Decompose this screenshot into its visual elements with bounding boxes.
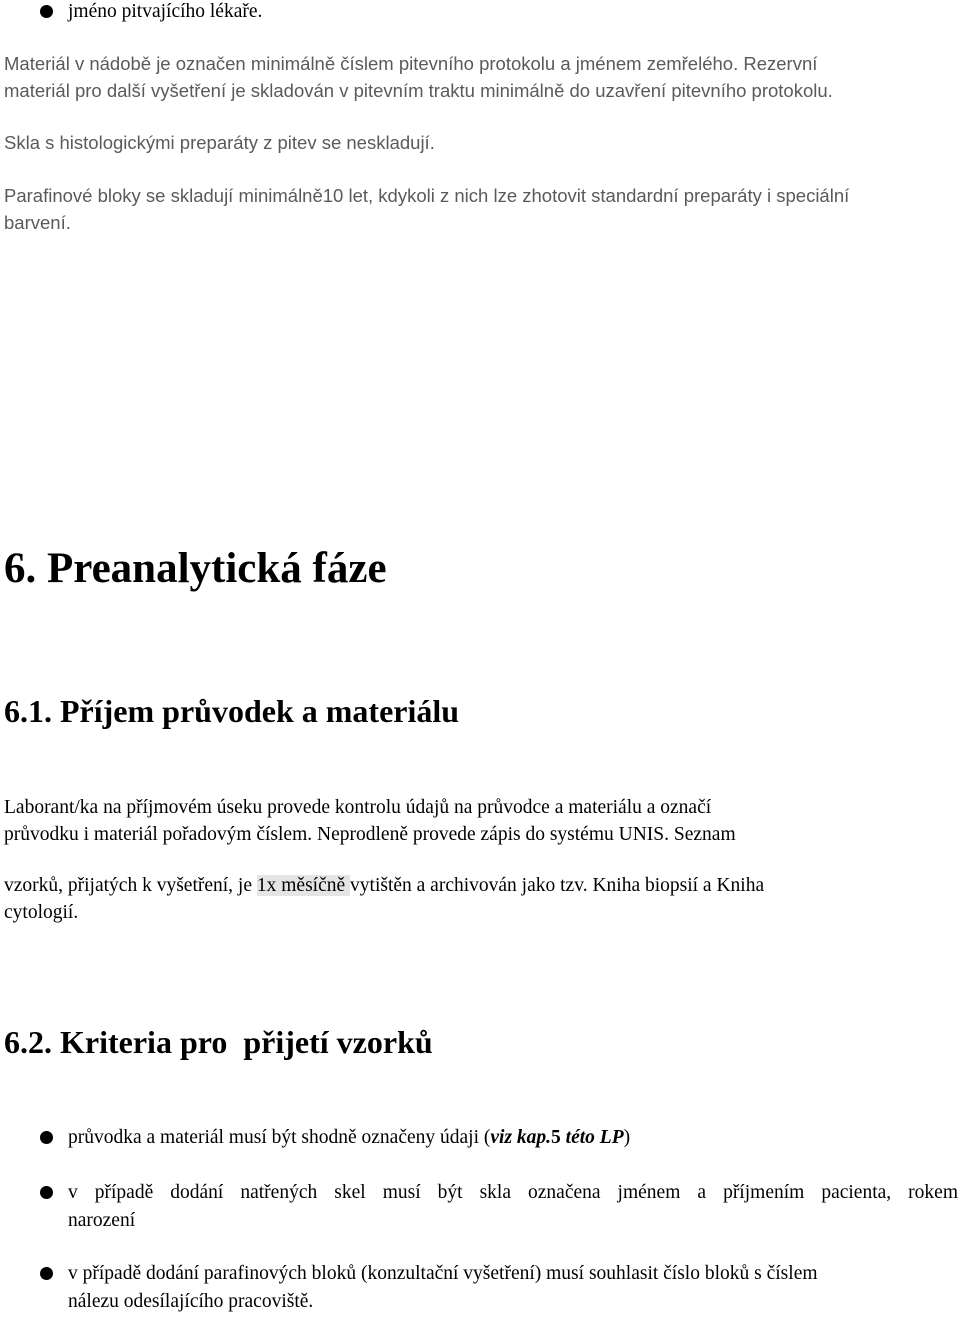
emphasis-text: viz kap. [490,1127,552,1148]
paragraph-line: Laborant/ka na příjmovém úseku provede kontrolu údajů na průvodce a materiálu a označí [4,797,712,818]
paragraph-line: materiál pro další vyšetření je skladován v pitevním traktu minimálně do uzavření pitevního protokolu. [4,80,833,101]
highlighted-text: 1x měsíčně [256,875,351,896]
list-item-text [68,1260,818,1316]
bullet-icon [40,1131,53,1144]
emphasis-text: této LP [560,1127,624,1148]
subsection-heading: 6.2. Kriteria pro přijetí vzorků [4,1024,433,1060]
paragraph-line: cytologií. [4,902,79,923]
list-item-text: jméno pitvajícího lékaře. [68,1,263,22]
list-item-line: nálezu odesílajícího pracoviště. [68,1291,314,1312]
list-item-line: v případě dodání natřených skel musí být skla označena jménem a příjmením pacienta, rokem [68,1182,958,1203]
text-run: průvodka a materiál musí být shodně označeny údaji ( [68,1127,491,1148]
subsection-heading: 6.1. Příjem průvodek a materiálu [4,693,460,729]
paragraph-material [4,50,833,104]
list-item [40,1260,958,1316]
paragraph-line: Parafinové bloky se skladují minimálně10 let, kdykoli z nich lze zhotovit standardní preparáty i speciální [4,185,850,206]
bullet-icon [40,1186,53,1199]
section-heading: 6. Preanalytická fáze [4,545,387,592]
list-item-text [68,1179,958,1235]
text-run: ) [623,1127,631,1148]
paragraph-line: barvení. [4,212,71,233]
paragraph-bloky [4,182,849,236]
list-item-line: v případě dodání parafinových bloků (konzultační vyšetření) musí souhlasit číslo bloků s číslem [68,1263,818,1284]
list-item [40,1179,958,1235]
paragraph-line: průvodku i materiál pořadovým číslem. Neprodleně provede zápis do systému UNIS. Seznam [4,824,736,845]
paragraph-skla [4,129,435,156]
paragraph-line [4,872,764,899]
bullet-icon [40,1267,53,1280]
paragraph-line: Skla s histologickými preparáty z pitev se neskladují. [4,132,435,153]
emphasis-text: 5 [551,1127,561,1148]
list-item-text [68,1124,630,1152]
text-run: vytištěn a archivován jako tzv. Kniha biopsií a Kniha [350,875,765,896]
paragraph-prijem-cont [4,872,764,926]
text-run: vzorků, přijatých k vyšetření, je [4,875,257,896]
list-item-line: narození [68,1210,136,1231]
list-item [40,0,958,26]
bullet-icon [40,5,53,18]
list-item [40,1124,958,1152]
paragraph-line: Materiál v nádobě je označen minimálně číslem pitevního protokolu a jménem zemřelého. Rezervní [4,53,818,74]
paragraph-prijem [4,794,736,848]
